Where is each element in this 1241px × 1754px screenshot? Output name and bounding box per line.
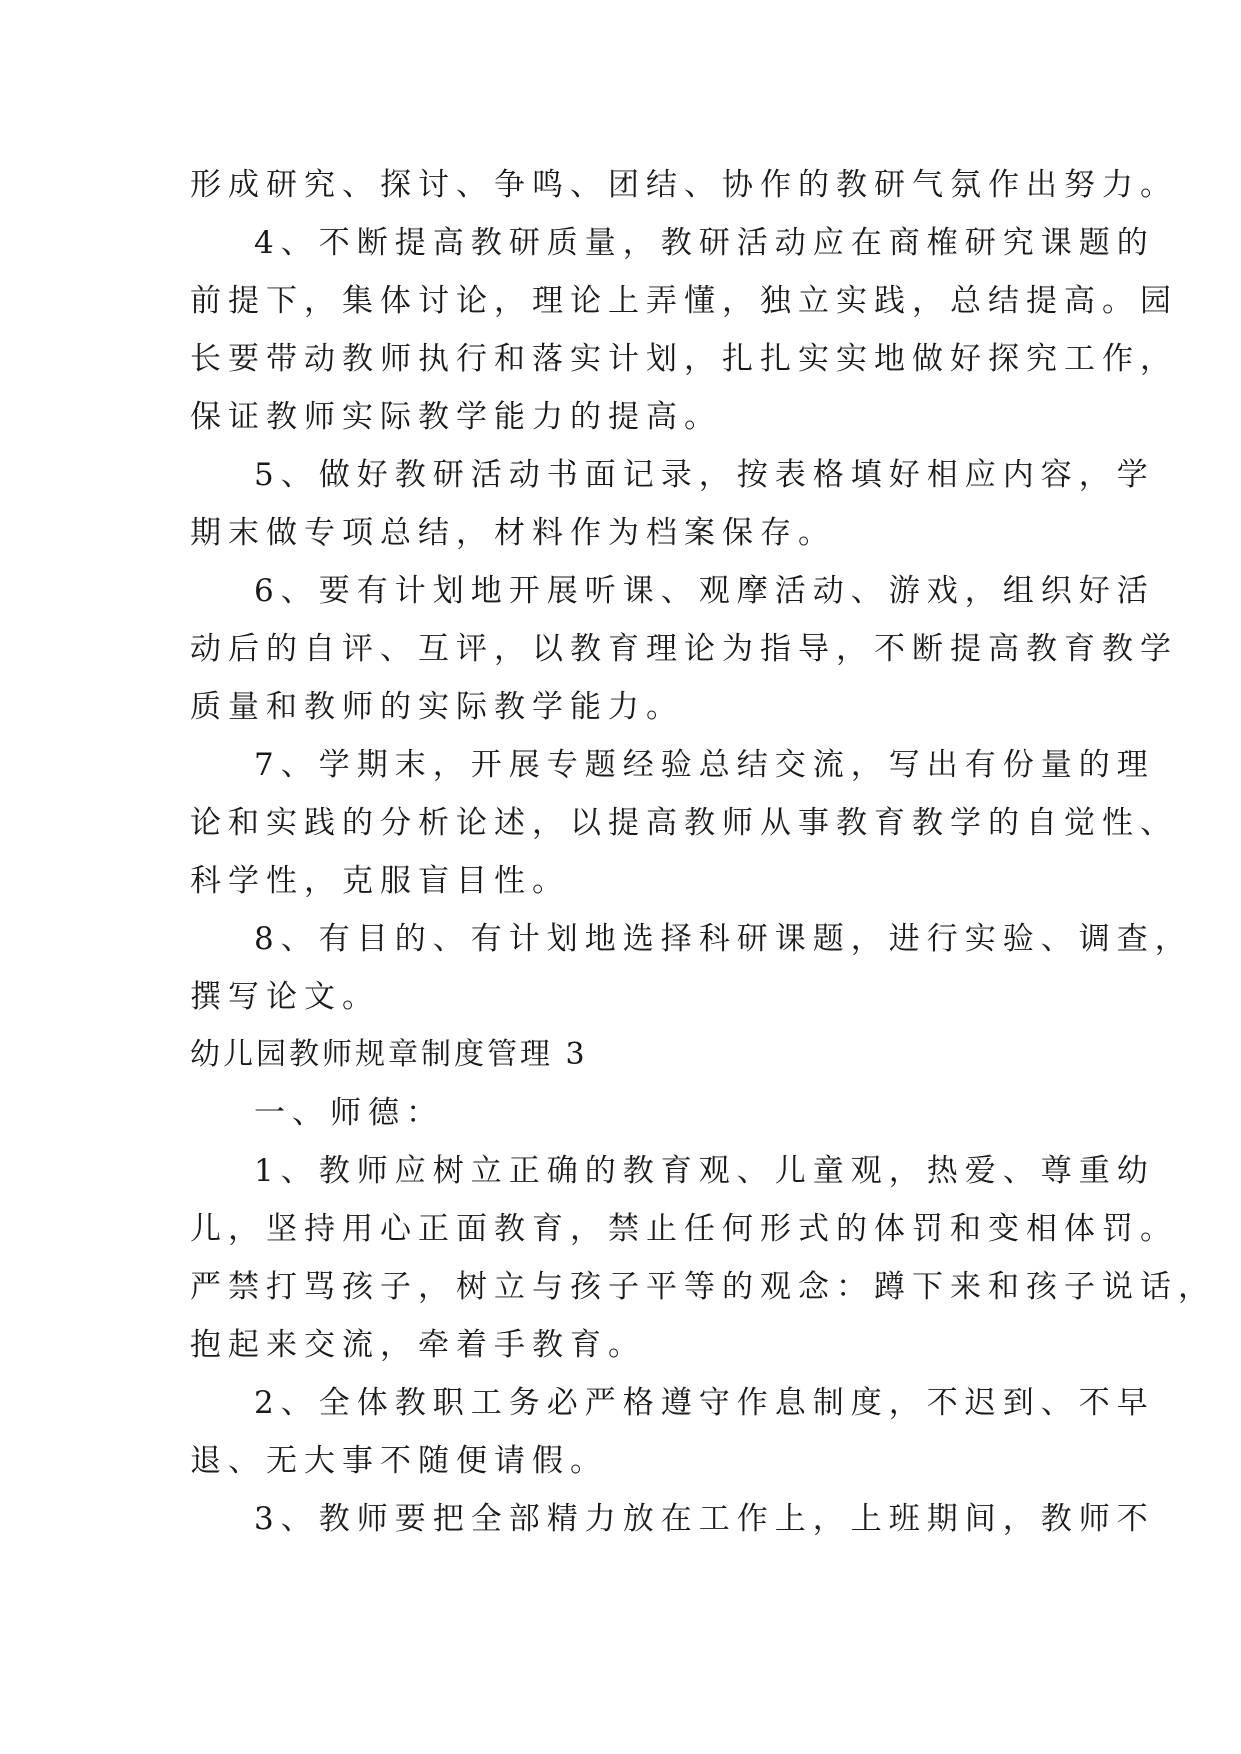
paragraph-line: 期末做专项总结，材料作为档案保存。 — [190, 515, 836, 551]
paragraph-line: 4、不断提高教研质量，教研活动应在商榷研究课题的 — [254, 225, 1155, 261]
paragraph-line: 5、做好教研活动书面记录，按表格填好相应内容，学 — [254, 457, 1155, 493]
paragraph-line: 儿，坚持用心正面教育，禁止任何形式的体罚和变相体罚。 — [190, 1211, 1178, 1247]
paragraph-line: 动后的自评、互评，以教育理论为指导，不断提高教育教学 — [190, 631, 1178, 667]
paragraph-line: 6、要有计划地开展听课、观摩活动、游戏，组织好活 — [254, 573, 1155, 609]
paragraph-line: 2、全体教职工务必严格遵守作息制度，不迟到、不早 — [254, 1385, 1155, 1421]
paragraph-line: 前提下，集体讨论，理论上弄懂，独立实践，总结提高。园 — [190, 283, 1178, 319]
paragraph-line: 形成研究、探讨、争鸣、团结、协作的教研气氛作出努力。 — [190, 167, 1178, 203]
subsection-heading: 一、师德： — [254, 1095, 444, 1131]
document-body — [190, 156, 1216, 1548]
paragraph-line: 保证教师实际教学能力的提高。 — [190, 399, 722, 435]
paragraph-line: 3、教师要把全部精力放在工作上，上班期间，教师不 — [254, 1501, 1155, 1537]
paragraph-line: 8、有目的、有计划地选择科研课题，进行实验、调查， — [254, 921, 1193, 957]
section-title: 幼儿园教师规章制度管理 3 — [190, 1037, 588, 1072]
paragraph-line: 7、学期末，开展专题经验总结交流，写出有份量的理 — [254, 747, 1155, 783]
paragraph-line: 严禁打骂孩子，树立与孩子平等的观念：蹲下来和孩子说话， — [190, 1269, 1216, 1305]
paragraph-line: 撰写论文。 — [190, 979, 380, 1015]
paragraph-line: 论和实践的分析论述，以提高教师从事教育教学的自觉性、 — [190, 805, 1178, 841]
paragraph-line: 长要带动教师执行和落实计划，扎扎实实地做好探究工作， — [190, 341, 1178, 377]
paragraph-line: 质量和教师的实际教学能力。 — [190, 689, 684, 725]
paragraph-line: 退、无大事不随便请假。 — [190, 1443, 608, 1479]
paragraph-line: 抱起来交流，牵着手教育。 — [190, 1327, 646, 1363]
paragraph-line: 1、教师应树立正确的教育观、儿童观，热爱、尊重幼 — [254, 1153, 1155, 1189]
paragraph-line: 科学性，克服盲目性。 — [190, 863, 570, 899]
